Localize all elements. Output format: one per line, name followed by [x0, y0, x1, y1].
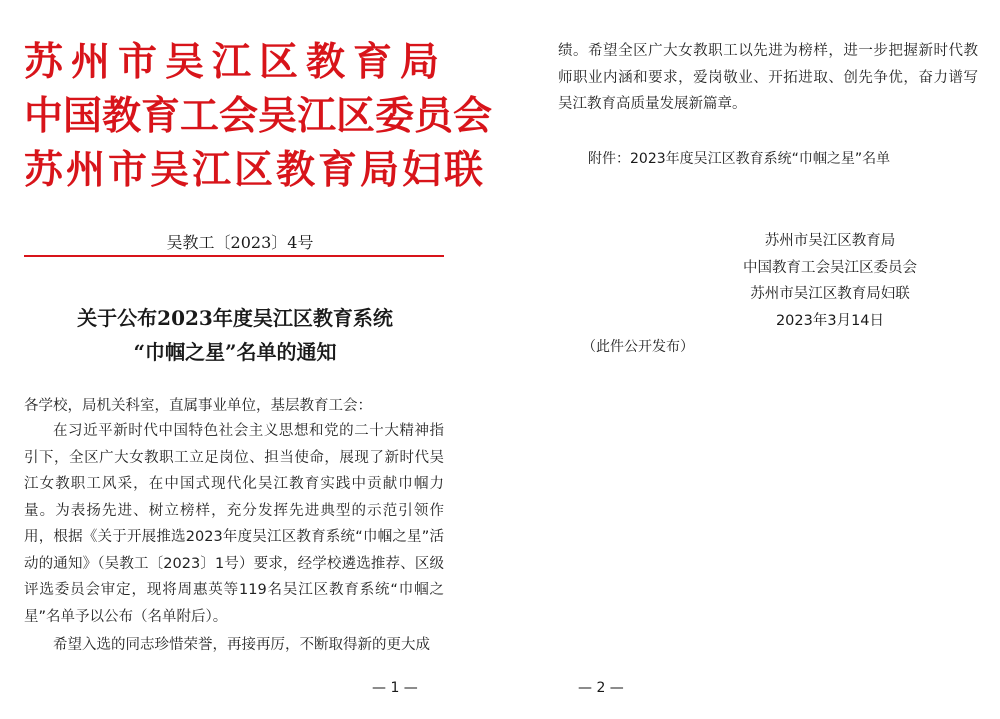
issue-date: 2023年3月14日	[775, 312, 885, 329]
document-number: 吴教工〔2023〕4号	[166, 233, 314, 252]
signature-block	[720, 228, 940, 334]
body-paragraph-2: 希望入选的同志珍惜荣誉，再接再厉，不断取得新的更大成	[53, 637, 430, 653]
body-paragraph-1: 在习近平新时代中国特色社会主义思想和党的二十大精神指引下，全区广大女教职工立足岗位、担当使命，展现了新时代吴江女教职工风采，在中国式现代化吴江教育实践中贡献巾帼力量。为表扬先进、树立榜样，充分发挥先进典型的示范引领作用，根据《关于开展推选2023年度吴江区教育系统“巾帼之星”活动的通知》（吴教工〔2023〕1号）要求，经学校遴选推荐、区级评选委员会审定，现将周惠英等119名吴江区教育系统“巾帼之星”名单予以公布（名单附后）。	[24, 423, 444, 625]
notice-title-line-2: “巾帼之星”名单的通知	[133, 340, 337, 364]
page-number: — 1 —	[372, 680, 418, 696]
signatory-3: 苏州市吴江区教育局妇联	[750, 286, 910, 302]
issuer-header-line-2: 中国教育工会吴江区委员会	[24, 93, 493, 139]
signatory-1: 苏州市吴江区教育局	[764, 233, 896, 249]
page-number: — 2 —	[578, 680, 624, 696]
signatory-2: 中国教育工会吴江区委员会	[743, 259, 917, 276]
salutation: 各学校，局机关科室，直属事业单位，基层教育工会：	[24, 398, 372, 414]
attachment-note: 附件：2023年度吴江区教育系统“巾帼之星”名单	[588, 151, 891, 167]
red-divider	[24, 255, 444, 257]
issuer-header-line-1: 苏州市吴江区教育局	[24, 39, 448, 85]
public-release-note: （此件公开发布）	[582, 339, 694, 355]
page-2	[500, 0, 1000, 719]
notice-title-line-1: 关于公布2023年度吴江区教育系统	[77, 306, 393, 330]
issuer-header-line-3: 苏州市吴江区教育局妇联	[24, 147, 487, 193]
body-paragraph-continuation: 绩。希望全区广大女教职工以先进为榜样，进一步把握新时代教师职业内涵和要求，爱岗敬业、开拓进取、创先争优，奋力谱写吴江教育高质量发展新篇章。	[558, 43, 978, 112]
